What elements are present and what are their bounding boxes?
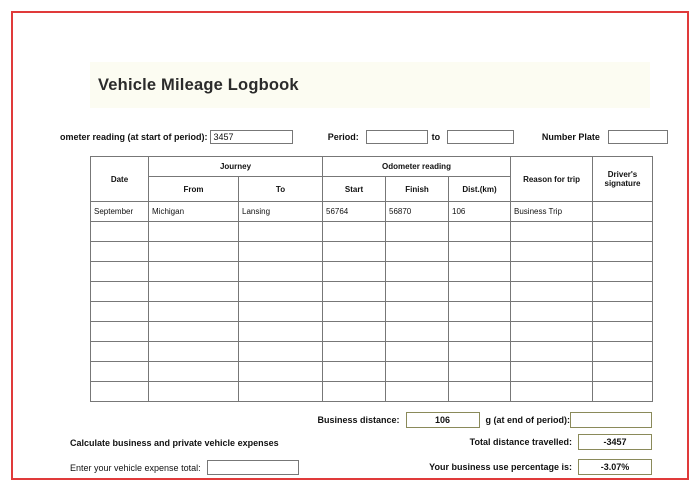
cell-reason[interactable] [511, 242, 593, 262]
period-from-input[interactable] [366, 130, 428, 144]
cell-date[interactable] [91, 322, 149, 342]
cell-from[interactable] [149, 262, 239, 282]
cell-date[interactable]: September [91, 202, 149, 222]
table-row[interactable] [91, 282, 653, 302]
cell-dist[interactable] [449, 302, 511, 322]
cell-dist[interactable] [449, 342, 511, 362]
table-row[interactable] [91, 362, 653, 382]
cell-from[interactable] [149, 282, 239, 302]
end-period-label: g (at end of period): [485, 415, 570, 425]
cell-finish[interactable] [386, 342, 449, 362]
cell-date[interactable] [91, 262, 149, 282]
column-header-reason: Reason for trip [511, 157, 593, 202]
column-header-odometer: Odometer reading [323, 157, 511, 177]
cell-signature[interactable] [593, 382, 653, 402]
cell-finish[interactable] [386, 382, 449, 402]
cell-finish[interactable] [386, 302, 449, 322]
cell-finish[interactable] [386, 362, 449, 382]
cell-from[interactable] [149, 322, 239, 342]
cell-to[interactable] [239, 302, 323, 322]
period-to-input[interactable] [447, 130, 514, 144]
cell-to[interactable] [239, 382, 323, 402]
cell-to[interactable] [239, 242, 323, 262]
cell-signature[interactable] [593, 202, 653, 222]
cell-to[interactable] [239, 282, 323, 302]
cell-reason[interactable] [511, 322, 593, 342]
cell-signature[interactable] [593, 302, 653, 322]
summary-block [390, 434, 652, 484]
cell-from[interactable]: Michigan [149, 202, 239, 222]
table-row[interactable] [91, 242, 653, 262]
cell-dist[interactable] [449, 222, 511, 242]
cell-start[interactable] [323, 242, 386, 262]
cell-start[interactable] [323, 282, 386, 302]
total-distance-value[interactable]: -3457 [578, 434, 652, 450]
cell-start[interactable]: 56764 [323, 202, 386, 222]
cell-reason[interactable] [511, 222, 593, 242]
business-distance-value[interactable]: 106 [406, 412, 480, 428]
cell-dist[interactable]: 106 [449, 202, 511, 222]
cell-date[interactable] [91, 342, 149, 362]
cell-from[interactable] [149, 362, 239, 382]
expenses-block [48, 434, 378, 475]
table-row[interactable] [91, 302, 653, 322]
table-body [91, 202, 653, 402]
column-header-dist: Dist.(km) [449, 177, 511, 202]
cell-from[interactable] [149, 242, 239, 262]
column-header-to: To [239, 177, 323, 202]
column-header-from: From [149, 177, 239, 202]
cell-reason[interactable] [511, 382, 593, 402]
mileage-log-table [90, 156, 653, 402]
table-row[interactable] [91, 382, 653, 402]
cell-from[interactable] [149, 222, 239, 242]
cell-from[interactable] [149, 302, 239, 322]
cell-signature[interactable] [593, 362, 653, 382]
cell-start[interactable] [323, 382, 386, 402]
cell-dist[interactable] [449, 282, 511, 302]
cell-signature[interactable] [593, 242, 653, 262]
column-header-finish: Finish [386, 177, 449, 202]
cell-to[interactable]: Lansing [239, 202, 323, 222]
cell-start[interactable] [323, 322, 386, 342]
table-row[interactable] [91, 202, 653, 222]
cell-dist[interactable] [449, 242, 511, 262]
column-header-start: Start [323, 177, 386, 202]
cell-signature[interactable] [593, 322, 653, 342]
cell-signature[interactable] [593, 262, 653, 282]
cell-start[interactable] [323, 362, 386, 382]
cell-reason[interactable] [511, 282, 593, 302]
cell-from[interactable] [149, 382, 239, 402]
cell-finish[interactable] [386, 322, 449, 342]
cell-to[interactable] [239, 222, 323, 242]
cell-to[interactable] [239, 262, 323, 282]
table-row[interactable] [91, 342, 653, 362]
total-distance-row [390, 434, 652, 450]
cell-date[interactable] [91, 242, 149, 262]
cell-to[interactable] [239, 322, 323, 342]
number-plate-label: Number Plate [541, 132, 600, 142]
cell-start[interactable] [323, 222, 386, 242]
cell-reason[interactable] [511, 342, 593, 362]
table-header-group-row [91, 157, 653, 177]
cell-to[interactable] [239, 342, 323, 362]
cell-date[interactable] [91, 382, 149, 402]
cell-dist[interactable] [449, 362, 511, 382]
business-percentage-row [390, 459, 652, 475]
cell-reason[interactable]: Business Trip [511, 202, 593, 222]
end-period-value[interactable] [570, 412, 652, 428]
expenses-input-row [70, 460, 378, 475]
cell-reason[interactable] [511, 362, 593, 382]
cell-date[interactable] [91, 362, 149, 382]
number-plate-input[interactable] [608, 130, 668, 144]
odometer-start-label: ometer reading (at start of period): [60, 132, 208, 142]
business-distance-row [48, 412, 652, 428]
cell-finish[interactable]: 56870 [386, 202, 449, 222]
expenses-input[interactable] [207, 460, 299, 475]
period-to-label: to [431, 132, 441, 142]
table-row[interactable] [91, 222, 653, 242]
column-header-signature: Driver's signature [593, 157, 653, 202]
cell-signature[interactable] [593, 282, 653, 302]
odometer-start-input[interactable]: 3457 [210, 130, 294, 144]
cell-to[interactable] [239, 362, 323, 382]
cell-finish[interactable] [386, 222, 449, 242]
cell-from[interactable] [149, 342, 239, 362]
cell-finish[interactable] [386, 262, 449, 282]
cell-finish[interactable] [386, 242, 449, 262]
column-header-date: Date [91, 157, 149, 202]
footer-area [48, 434, 652, 484]
cell-start[interactable] [323, 302, 386, 322]
cell-reason[interactable] [511, 262, 593, 282]
table-row[interactable] [91, 322, 653, 342]
cell-dist[interactable] [449, 262, 511, 282]
logbook-sheet [20, 20, 680, 471]
title-banner [90, 62, 650, 108]
column-header-journey: Journey [149, 157, 323, 177]
cell-signature[interactable] [593, 222, 653, 242]
table-row[interactable] [91, 262, 653, 282]
expenses-heading: Calculate business and private vehicle expenses [70, 438, 279, 448]
cell-reason[interactable] [511, 302, 593, 322]
cell-date[interactable] [91, 302, 149, 322]
cell-start[interactable] [323, 342, 386, 362]
table-header [91, 157, 653, 202]
business-percentage-label: Your business use percentage is: [429, 462, 572, 472]
expenses-input-label: Enter your vehicle expense total: [70, 462, 201, 473]
cell-finish[interactable] [386, 282, 449, 302]
cell-date[interactable] [91, 222, 149, 242]
cell-start[interactable] [323, 262, 386, 282]
business-distance-label: Business distance: [317, 415, 400, 425]
cell-dist[interactable] [449, 382, 511, 402]
business-distance-row-wrap [48, 412, 652, 428]
page-title: Vehicle Mileage Logbook [98, 75, 299, 94]
total-distance-label: Total distance travelled: [469, 437, 572, 447]
cell-dist[interactable] [449, 322, 511, 342]
cell-date[interactable] [91, 282, 149, 302]
period-label: Period: [327, 132, 359, 142]
business-percentage-value[interactable]: -3.07% [578, 459, 652, 475]
header-fields-row [60, 130, 668, 144]
cell-signature[interactable] [593, 342, 653, 362]
